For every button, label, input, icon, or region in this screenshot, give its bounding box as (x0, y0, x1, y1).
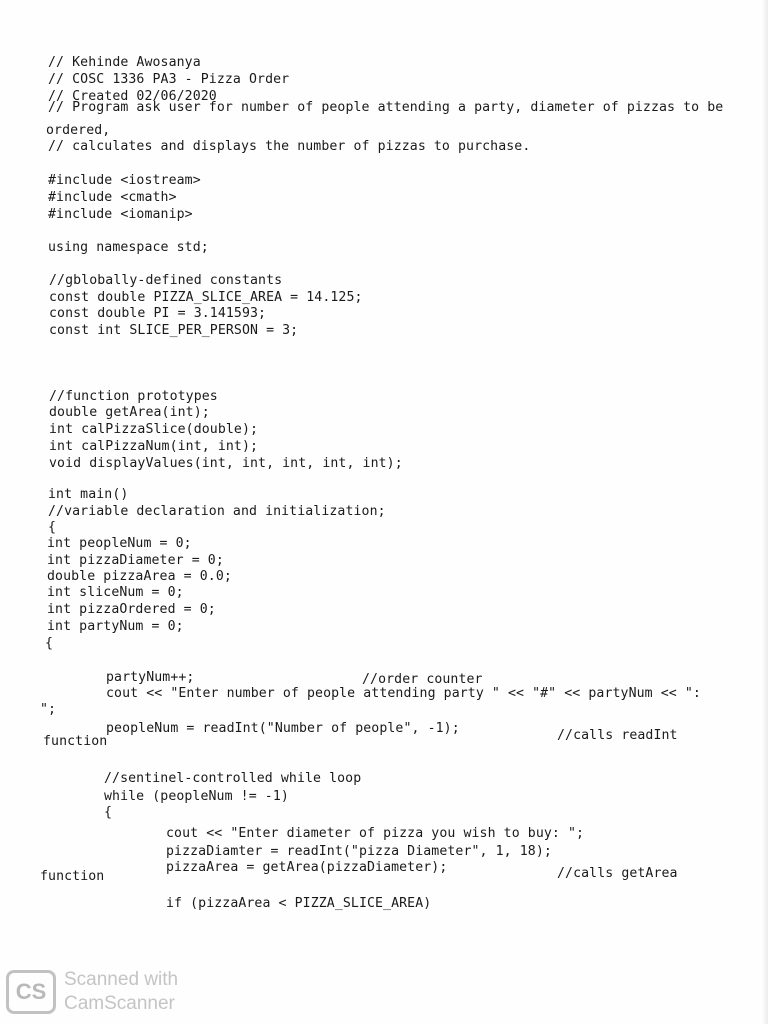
code-line-var-pizzaarea: double pizzaArea = 0.0; (47, 569, 232, 584)
code-line-function-wrap-1: function (43, 734, 108, 749)
code-line-var-pizzadiameter: int pizzaDiameter = 0; (47, 553, 224, 568)
code-line-open-brace: { (48, 520, 57, 535)
code-line-proto-getarea: double getArea(int); (49, 405, 210, 420)
code-line-cout-diameter-prompt: cout << "Enter diameter of pizza you wish to buy: "; (166, 826, 585, 841)
code-line-getarea-call: pizzaArea = getArea(pizzaDiameter); (166, 860, 448, 875)
code-line-readint-diameter: pizzaDiamter = readInt("pizza Diameter", 1, 18); (166, 844, 552, 859)
code-line-calls-getarea-comment: //calls getArea (557, 866, 678, 881)
code-line-var-slicenum: int sliceNum = 0; (47, 585, 184, 600)
code-line-include-iomanip: #include <iomanip> (48, 207, 193, 222)
code-line-const-pi: const double PI = 3.141593; (49, 306, 267, 321)
code-line-var-partynum: int partyNum = 0; (47, 619, 184, 634)
code-line-while-loop: while (peopleNum != -1) (104, 789, 289, 804)
code-line-var-peoplenum: int peopleNum = 0; (47, 536, 192, 551)
code-line-if-pizzaarea: if (pizzaArea < PIZZA_SLICE_AREA) (166, 896, 432, 911)
code-line-order-counter-comment: //order counter (362, 672, 483, 687)
page-edge-shadow (762, 0, 768, 1024)
watermark-line-2: CamScanner (64, 993, 175, 1014)
code-line-readint-people: peopleNum = readInt("Number of people", -1); (106, 721, 460, 736)
code-line-declaration-comment: //variable declaration and initialization; (48, 504, 386, 519)
code-line-include-cmath: #include <cmath> (48, 190, 177, 205)
code-line-proto-calpizzanum: int calPizzaNum(int, int); (49, 439, 259, 454)
code-line-description-wrap: ordered, (46, 123, 111, 138)
code-line-constants-comment: //gblobally-defined constants (49, 273, 283, 288)
code-line-description-comment: // Program ask user for number of people attending a party, diameter of pizzas to be (48, 100, 724, 115)
camscanner-logo-icon: CS (6, 970, 56, 1014)
code-line-partynum-increment: partyNum++; (106, 670, 195, 685)
code-line-proto-calpizzaslice: int calPizzaSlice(double); (49, 422, 259, 437)
code-line-var-pizzaordered: int pizzaOrdered = 0; (47, 602, 216, 617)
code-line-main-signature: int main() (48, 487, 129, 502)
code-line-prototypes-comment: //function prototypes (49, 389, 218, 404)
code-line-course-comment: // COSC 1336 PA3 - Pizza Order (48, 72, 290, 87)
code-line-while-open-brace: { (104, 805, 113, 820)
code-line-description-comment-2: // calculates and displays the number of pizzas to purchase. (48, 139, 531, 154)
code-line-include-iostream: #include <iostream> (48, 173, 201, 188)
code-line-sentinel-comment: //sentinel-controlled while loop (104, 771, 362, 786)
watermark-text (64, 968, 204, 1016)
code-line-block-open-brace: { (45, 636, 54, 651)
code-line-const-slice-per-person: const int SLICE_PER_PERSON = 3; (49, 323, 299, 338)
code-line-proto-displayvalues: void displayValues(int, int, int, int, int); (49, 456, 403, 471)
code-line-created-comment: // Created 02/06/2020 (48, 89, 217, 104)
code-line-author-comment: // Kehinde Awosanya (48, 55, 201, 70)
code-line-cout-people-prompt: cout << "Enter number of people attending party " << "#" << partyNum << ": (106, 686, 701, 701)
code-line-calls-readint-comment: //calls readInt (557, 728, 678, 743)
watermark-line-1: Scanned with (64, 969, 179, 990)
camscanner-watermark (6, 968, 206, 1020)
code-line-cout-people-prompt-wrap: "; (40, 702, 57, 717)
code-line-using-namespace: using namespace std; (48, 240, 209, 255)
code-line-const-slice-area: const double PIZZA_SLICE_AREA = 14.125; (49, 290, 363, 305)
code-line-function-wrap-2: function (40, 869, 105, 884)
